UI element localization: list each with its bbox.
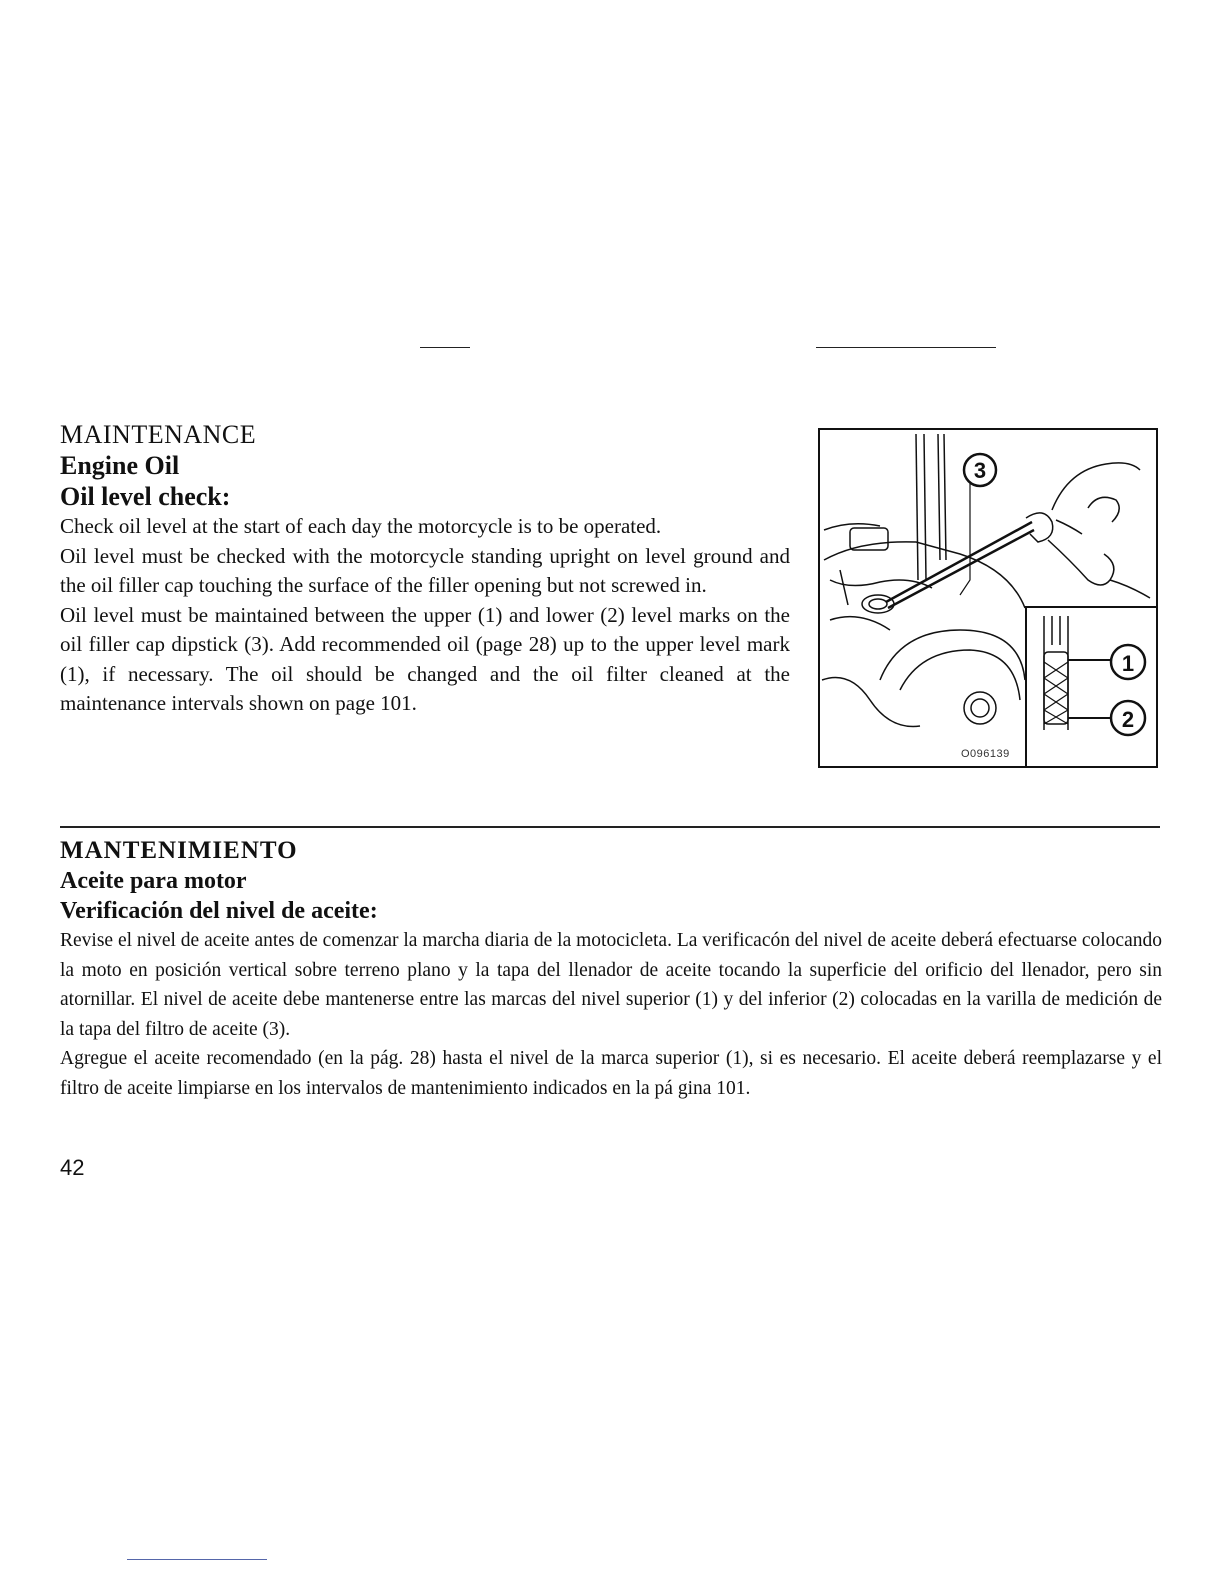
section-divider: [60, 826, 1160, 828]
inset-frame: [1025, 606, 1158, 766]
top-rule-right: [816, 347, 996, 348]
callout-1: 1: [1121, 651, 1135, 676]
section-heading: MANTENIMIENTO: [60, 837, 298, 864]
instruction-paragraph: Agregue el aceite recomendado (en la pág. 28) hasta el nivel de la marca superior (1), si es necesario. El aceite deberá reemplazarse y el filtro de aceite limpiarse en los intervalos de mantenimiento indicados en la pá gina 101.: [60, 1048, 1162, 1099]
instruction-paragraph: Check oil level at the start of each day the motorcycle is to be operated.: [60, 514, 662, 538]
topic-heading: Aceite para motor: [60, 868, 247, 894]
bottom-rule: [127, 1559, 267, 1560]
section-heading: MAINTENANCE: [60, 420, 257, 449]
top-rule-left: [420, 347, 470, 348]
figure-code: O096139: [961, 748, 1010, 760]
page-number: 42: [60, 1155, 85, 1180]
callout-3: 3: [973, 458, 987, 483]
callout-2: 2: [1121, 707, 1135, 732]
instruction-paragraph: Oil level must be checked with the motorcycle standing upright on level ground and the oil filler cap touching the surface of the filler opening but not screwed in.: [60, 543, 790, 597]
dipstick-illustration: [818, 428, 1158, 768]
english-section: [60, 420, 790, 719]
subtopic-heading: Verificación del nivel de aceite:: [60, 898, 378, 924]
topic-heading: Engine Oil: [60, 451, 180, 480]
subtopic-heading: Oil level check:: [60, 482, 231, 511]
spanish-section: [60, 836, 1162, 1103]
instruction-paragraph: Revise el nivel de aceite antes de comenzar la marcha diaria de la motocicleta. La verificacón del nivel de aceite deberá efectuarse colocando la moto en posición vertical sobre terreno plano y la tapa del llenador de aceite tocando la superficie del orificio del llenador, pero sin atornillar. El nivel de aceite debe mantenerse entre las marcas del nivel superior (1) y del inferior (2) colocadas en la varilla de medición de la tapa del filtro de aceite (3).: [60, 930, 1162, 1040]
instruction-paragraph: Oil level must be maintained between the upper (1) and lower (2) level marks on the oil filler cap dipstick (3). Add recommended oil (page 28) up to the upper level mark (1), if necessary. The oil should be changed and the oil filter cleaned at the maintenance intervals shown on page 101.: [60, 602, 790, 715]
